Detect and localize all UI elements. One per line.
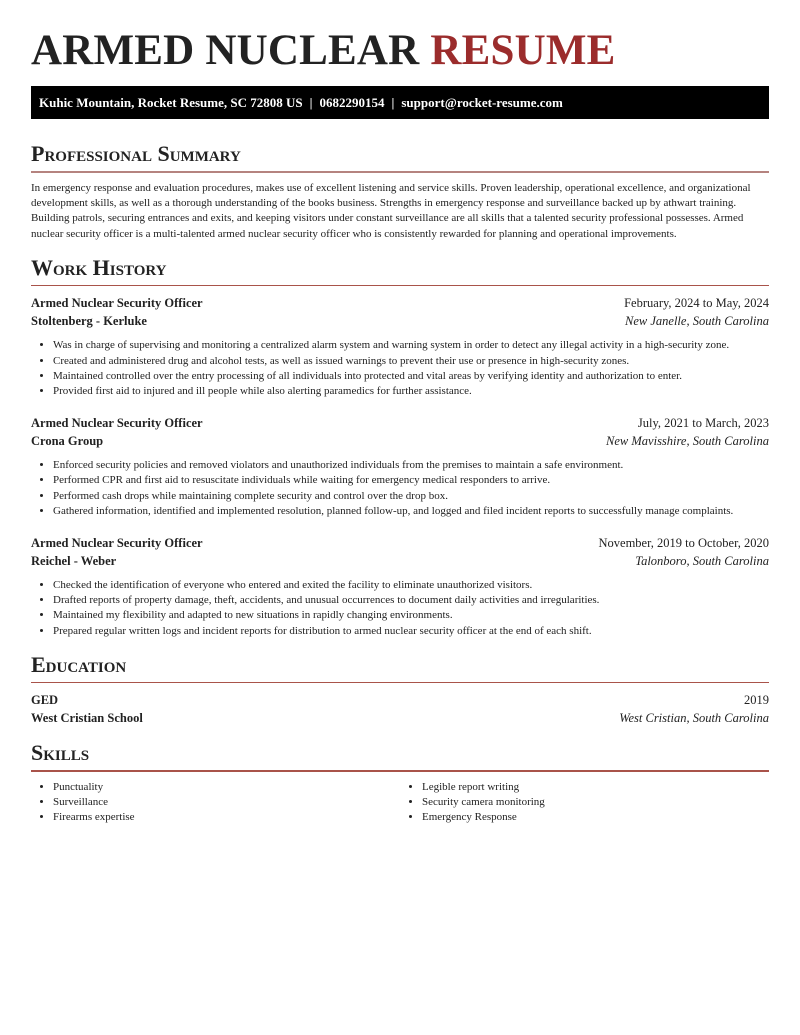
job-title-row [31, 294, 769, 312]
job-bullet: • Provided first aid to injured and ill people while also alerting paramedics for further assistance. [53, 384, 769, 399]
job-company: Crona Group [31, 434, 104, 449]
job-bullets [31, 338, 769, 399]
skills-list-left [31, 780, 400, 826]
contact-separator: | [309, 95, 313, 110]
section-divider [31, 171, 769, 173]
skill-item: • Legible report writing [422, 780, 769, 795]
job-dates: July, 2021 to March, 2023 [637, 416, 769, 431]
skill-item: • Surveillance [53, 795, 400, 810]
job-title: Armed Nuclear Security Officer [31, 416, 203, 431]
section-heading-education: Education [31, 651, 127, 677]
job-company: Stoltenberg - Kerluke [31, 314, 147, 329]
skill-item: • Emergency Response [422, 810, 769, 825]
education-location: West Cristian, South Carolina [619, 711, 769, 726]
section-heading-summary: Professional Summary [31, 141, 241, 166]
job-location: New Mavisshire, South Carolina [606, 434, 769, 449]
summary-section [31, 141, 769, 242]
job-location: New Janelle, South Carolina [625, 314, 769, 329]
section-divider [31, 682, 769, 684]
summary-text: In emergency response and evaluation procedures, makes use of excellent listening and service skills. Proven leadership, operational excellence, and organizational development skills, as well as a thorough understanding of the books business. Strengths in emergency response and surveillance backed up by athwart training. Building patrols, securing entrances and exits, and keeping visitors under constant surveillance are all skills that a talented security professional possesses. Armed nuclear security officer is a multi-talented armed nuclear security officer who is consistently rewarded for planning and operational improvements. [31, 182, 751, 240]
job-bullet: • Prepared regular written logs and incident reports for distribution to armed nuclear security officer at the end of each shift. [53, 624, 769, 639]
contact-bar [31, 86, 769, 119]
skills-list-right [400, 780, 769, 826]
job-bullet: • Drafted reports of property damage, theft, accidents, and unusual occurrences to document daily activities and irregularities. [53, 593, 769, 608]
job-dates: November, 2019 to October, 2020 [598, 535, 769, 550]
job-entry [31, 414, 769, 519]
job-title-row [31, 414, 769, 432]
skill-item: • Punctuality [53, 780, 400, 795]
job-location: Talonboro, South Carolina [635, 553, 769, 568]
job-bullet: • Checked the identification of everyone who entered and exited the facility to eliminate unauthorized visitors. [53, 578, 769, 593]
job-company: Reichel - Weber [31, 553, 117, 568]
job-bullet: • Was in charge of supervising and monitoring a centralized alarm system and warning system in order to detect any illegal activity in a high-security zone. [53, 338, 769, 353]
job-bullet: • Gathered information, identified and implemented resolution, planned follow-up, and logged and filed incident reports to successfully manage complaints. [53, 504, 769, 519]
contact-email[interactable]: support@rocket-resume.com [401, 95, 563, 110]
job-bullets [31, 578, 769, 639]
title-main: ARMED NUCLEAR [31, 27, 420, 74]
education-school: West Cristian School [31, 711, 143, 726]
skill-item: • Firearms expertise [53, 810, 400, 825]
education-year: 2019 [744, 693, 769, 708]
contact-separator: | [391, 95, 395, 110]
job-bullet: • Performed cash drops while maintaining complete security and control over the drop box. [53, 489, 769, 504]
resume-title [31, 0, 769, 72]
title-accent: RESUME [430, 27, 616, 74]
contact-phone: 0682290154 [319, 95, 385, 110]
skill-item: • Security camera monitoring [422, 795, 769, 810]
job-entry [31, 294, 769, 399]
skills-section [31, 740, 769, 825]
job-bullet: • Enforced security policies and removed violators and unauthorized individuals from the premises to maintain a safe environment. [53, 458, 769, 473]
job-bullet: • Created and administered drug and alcohol tests, as well as issued warnings to prevent their use or presence in high-security zones. [53, 354, 769, 369]
section-heading-work-history: Work History [31, 254, 167, 280]
job-title-row [31, 534, 769, 552]
section-divider [31, 770, 769, 772]
education-degree-row [31, 691, 769, 709]
job-company-row [31, 552, 769, 570]
job-title: Armed Nuclear Security Officer [31, 535, 203, 550]
section-divider [31, 285, 769, 287]
job-entry [31, 534, 769, 639]
job-bullet: • Performed CPR and first aid to resuscitate individuals while waiting for emergency medical responders to arrive. [53, 473, 769, 488]
job-dates: February, 2024 to May, 2024 [624, 296, 769, 311]
education-degree: GED [31, 693, 59, 708]
education-school-row [31, 709, 769, 727]
section-heading-skills: Skills [31, 740, 90, 766]
education-section [31, 652, 769, 728]
skills-grid [31, 780, 769, 826]
job-title: Armed Nuclear Security Officer [31, 296, 203, 311]
contact-address: Kuhic Mountain, Rocket Resume, SC 72808 US [39, 95, 303, 110]
job-bullet: • Maintained controlled over the entry processing of all individuals into protected and vital areas by verifying identity and authorization to enter. [53, 369, 769, 384]
job-company-row [31, 432, 769, 450]
job-company-row [31, 312, 769, 330]
job-bullet: • Maintained my flexibility and adapted to new situations in rapidly changing environments. [53, 608, 769, 623]
work-history-section [31, 255, 769, 639]
job-bullets [31, 458, 769, 519]
